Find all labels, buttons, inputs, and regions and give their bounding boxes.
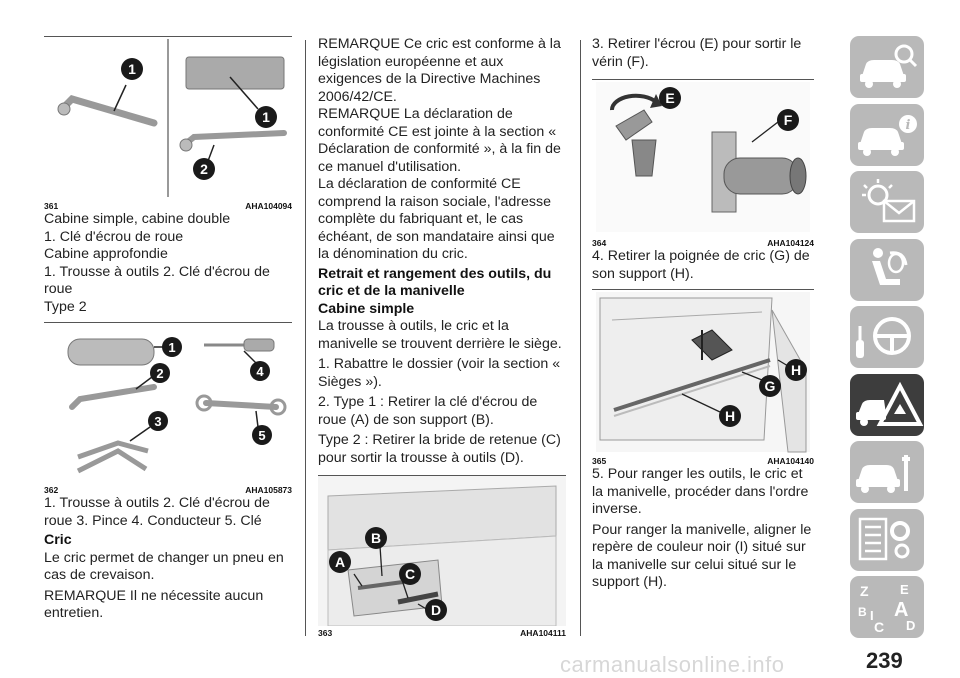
callout-H-bottom: H	[724, 408, 736, 424]
callout-E: E	[665, 90, 675, 106]
figure-362	[44, 323, 292, 495]
callout-2: 2	[156, 366, 164, 381]
callout-D: D	[430, 602, 442, 618]
callout-5: 5	[258, 428, 266, 443]
figure-number: 361	[44, 201, 59, 211]
column-divider	[305, 40, 306, 636]
figure-number: 362	[44, 485, 59, 495]
index-letter: Z	[860, 583, 869, 599]
column-left	[44, 0, 292, 623]
figure-364	[592, 80, 814, 248]
body-text: 3. Retirer l'écrou (E) pour sortir le vérin (F).	[592, 36, 802, 70]
figure-code: AHA104111	[520, 628, 566, 638]
body-text: 1. Clé d'écrou de roue	[44, 228, 184, 245]
callout-1: 1	[168, 340, 176, 355]
figure-363	[318, 476, 566, 638]
body-text: 5. Pour ranger les outils, le cric et la manivelle, procéder dans l'ordre inverse.	[592, 466, 809, 517]
figure-code: AHA104140	[767, 456, 814, 466]
callout-G: G	[764, 378, 776, 394]
section-heading: Retrait et rangement des outils, du cric et de la manivelle	[318, 265, 552, 299]
figure-number: 363	[318, 628, 333, 638]
column-right	[592, 0, 814, 592]
figure-code: AHA104124	[767, 238, 814, 248]
figure-363-drawing	[318, 476, 566, 626]
column-middle	[318, 0, 566, 638]
callout-B: B	[370, 530, 382, 546]
specifications-gear-icon	[850, 509, 924, 571]
index-letter: C	[874, 619, 885, 635]
watermark: carmanualsonline.info	[560, 652, 785, 677]
body-text: Cabine approfondie	[44, 246, 168, 262]
body-text: 2. Type 1 : Retirer la clé d'écrou de roue (A) de son support (B).	[318, 394, 538, 428]
figure-365-caption	[592, 456, 814, 466]
tab-specifications[interactable]	[850, 509, 924, 571]
chapter-sidebar	[850, 36, 930, 644]
tab-steering-key[interactable]	[850, 306, 924, 368]
body-text: Type 2 : Retirer la bride de retenue (C) pour sortir la trousse à outils (D).	[318, 432, 561, 466]
tab-car-info[interactable]	[850, 104, 924, 166]
seat-airbag-icon	[850, 239, 924, 301]
callout-1b: 1	[262, 109, 270, 125]
index-letter: A	[894, 599, 909, 621]
tab-car-maintenance[interactable]	[850, 441, 924, 503]
figure-364-caption	[592, 238, 814, 248]
body-text: 1. Rabattre le dossier (voir la section « Sièges »).	[318, 356, 561, 390]
car-wrench-icon	[850, 441, 924, 503]
body-text: REMARQUE Ce cric est conforme à la législation européenne et aux exigences de la Directive Machines 2006/42/CE.	[318, 36, 561, 105]
svg-text:i: i	[905, 117, 911, 133]
index-letter: E	[900, 582, 909, 597]
callout-2: 2	[200, 161, 208, 177]
figure-363-caption	[318, 628, 566, 638]
section-subheading: Cabine simple	[318, 300, 415, 317]
car-info-icon	[850, 104, 924, 166]
figure-362-caption	[44, 485, 292, 495]
body-text: 1. Trousse à outils 2. Clé d'écrou de roue	[44, 263, 270, 297]
body-text: Type 2	[44, 298, 87, 315]
figure-362-drawing	[44, 323, 292, 483]
callout-1a: 1	[128, 61, 136, 77]
callout-3: 3	[154, 414, 162, 429]
figure-361	[44, 37, 292, 211]
body-text: Pour ranger la manivelle, aligner le repère de couleur noir (I) situé sur la manivelle sur celui situé sur le support (H).	[592, 521, 812, 590]
body-text: Le cric permet de changer un pneu en cas de crevaison.	[44, 549, 284, 583]
body-text: La déclaration de conformité CE comprend la raison sociale, l'adresse complète du fabriquant et, le cas échéant, de son mandataire ainsi que la dénomination du cric.	[318, 176, 555, 262]
body-text: REMARQUE La déclaration de conformité CE est jointe à la section « Déclaration de conformité », à la fin de ce manuel d'utilisation.	[318, 106, 561, 175]
index-letter: I	[870, 608, 874, 623]
section-heading-cric: Cric	[44, 532, 72, 548]
steering-key-icon	[850, 306, 924, 368]
figure-number: 364	[592, 238, 607, 248]
body-text: 4. Retirer la poignée de cric (G) de son support (H).	[592, 248, 810, 282]
callout-4: 4	[256, 364, 264, 379]
figure-361-drawing	[44, 37, 292, 199]
callout-A: A	[334, 554, 346, 570]
body-text: La trousse à outils, le cric et la manivelle se trouvent derrière le siège.	[318, 318, 562, 352]
tab-alphabet-index[interactable]	[850, 576, 924, 638]
figure-361-caption	[44, 201, 292, 211]
body-text: REMARQUE Il ne nécessite aucun entretien.	[44, 587, 264, 621]
body-text: 1. Trousse à outils 2. Clé d'écrou de roue 3. Pince 4. Conducteur 5. Clé	[44, 495, 270, 529]
figure-number: 365	[592, 456, 607, 466]
body-text: Cabine simple, cabine double	[44, 211, 231, 227]
callout-F: F	[783, 112, 793, 128]
callout-H-top: H	[790, 362, 802, 378]
figure-365	[592, 290, 814, 466]
page-number: 239	[866, 648, 903, 673]
car-emergency-warning-icon	[850, 374, 924, 436]
index-letter: D	[906, 618, 916, 633]
tab-seat-airbag[interactable]	[850, 239, 924, 301]
tab-car-search[interactable]	[850, 36, 924, 98]
figure-code: AHA104094	[245, 201, 292, 211]
figure-364-drawing	[592, 80, 814, 236]
alphabet-index-icon	[850, 576, 924, 638]
column-divider	[580, 40, 581, 636]
tab-emergency[interactable]	[850, 374, 924, 436]
index-letter: B	[858, 605, 867, 619]
tab-warning-lights[interactable]	[850, 171, 924, 233]
figure-365-drawing	[592, 290, 814, 454]
callout-C: C	[404, 566, 416, 582]
car-search-icon	[850, 36, 924, 98]
figure-code: AHA105873	[245, 485, 292, 495]
warning-light-mail-icon	[850, 171, 924, 233]
